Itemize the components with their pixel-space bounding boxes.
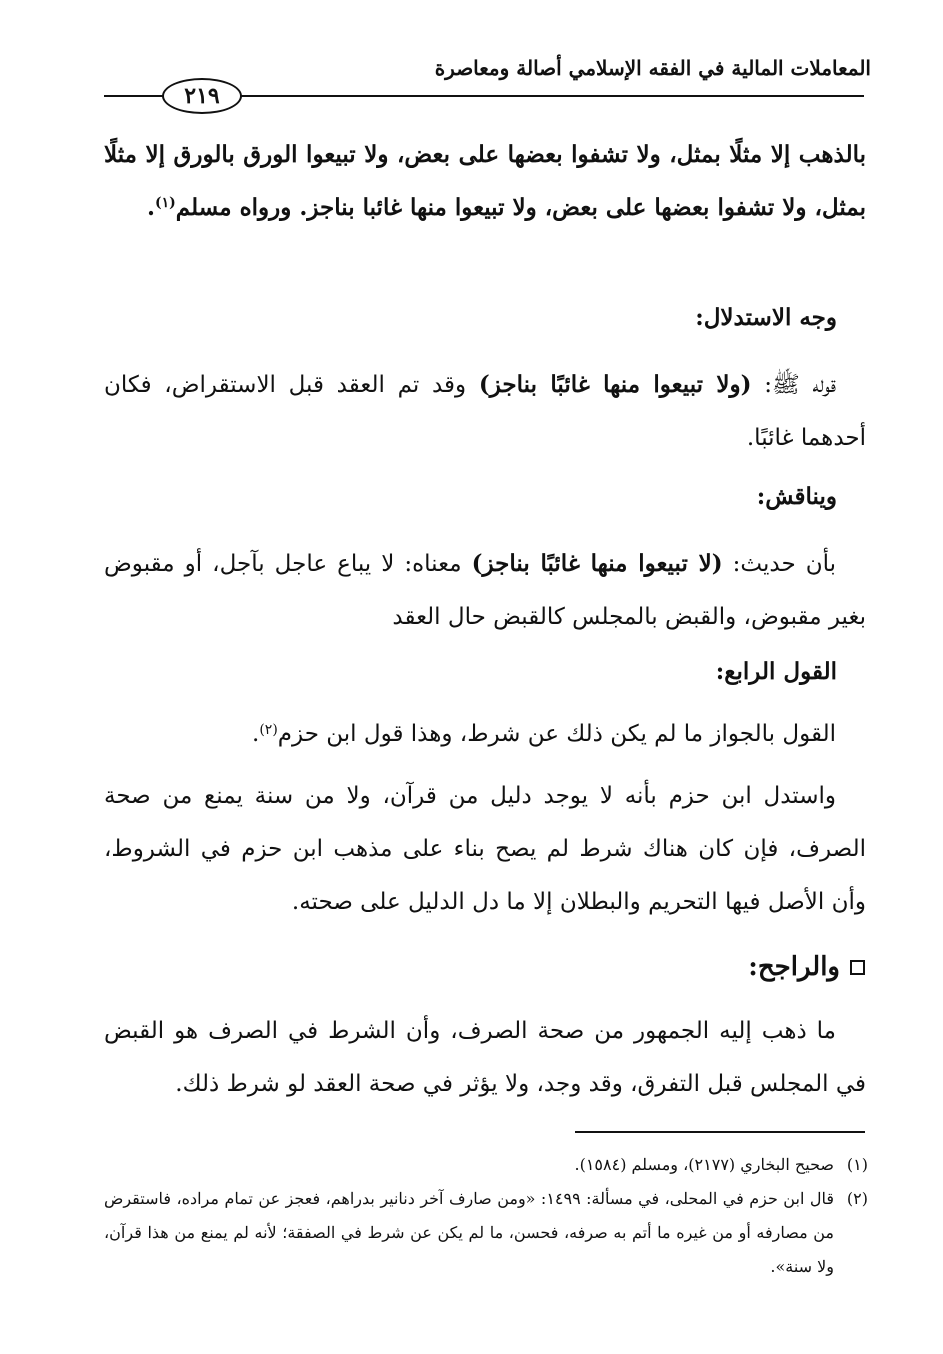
footnote-1-number: (١) <box>846 1155 868 1174</box>
hadith-paragraph <box>104 128 866 234</box>
footnotes <box>104 1148 868 1284</box>
page-number: ٢١٩ <box>162 78 242 114</box>
rajih-heading-row <box>748 952 865 982</box>
footnote-1-text: صحيح البخاري (٢١٧٧)، ومسلم (١٥٨٤). <box>574 1155 834 1174</box>
yunaqash-quote: (لا تبيعوا منها غائبًا بناجز) <box>471 550 723 577</box>
wajh-prefix: قوله ﷺ: <box>751 372 836 398</box>
footnote-1 <box>104 1148 868 1182</box>
running-title: المعاملات المالية في الفقه الإسلامي أصالة ومعاصرة <box>434 56 871 80</box>
rajih-paragraph: ما ذهب إليه الجمهور من صحة الصرف، وأن الشرط في الصرف هو القبض في المجلس قبل التفرق، وقد وجد، ولا يؤثر في صحة العقد لو شرط ذلك. <box>104 1018 866 1097</box>
square-bullet-icon <box>850 960 865 975</box>
footnote-rule <box>575 1131 865 1133</box>
wajh-quote: (ولا تبيعوا منها غائبًا بناجز) <box>478 371 752 398</box>
ibn-hazm-paragraph: واستدل ابن حزم بأنه لا يوجد دليل من قرآن، ولا من سنة يمنع من صحة الصرف، فإن كان هناك شرط لم يصح بناء على مذهب ابن حزم في الشروط، وأن الأصل فيها التحريم والبطلان إلا ما دل الدليل على صحته. <box>104 783 866 915</box>
yunaqash-heading: ويناقش: <box>756 483 837 510</box>
hadith-text: بالذهب إلا مثلًا بمثل، ولا تشفوا بعضها على بعض، ولا تبيعوا الورق بالورق إلا مثلًا بمثل، ولا تشفوا بعضها على بعض، ولا تبيعوا منها غائبا بناجز. ورواه مسلم <box>104 141 866 221</box>
rajih-heading: والراجح: <box>748 952 840 982</box>
wajh-rest: وقد تم العقد قبل الاستقراض، فكان أحدهما غائبًا. <box>104 372 866 451</box>
fourth-opinion-paragraph <box>104 708 866 761</box>
yunaqash-prefix: بأن حديث: <box>722 551 837 577</box>
yunaqash-rest: معناه: لا يباع عاجل بآجل، أو مقبوض بغير مقبوض، والقبض بالمجلس كالقبض حال العقد <box>104 551 866 630</box>
fourth-opinion-text: القول بالجواز ما لم يكن ذلك عن شرط، وهذا قول ابن حزم <box>277 721 836 747</box>
fourth-opinion-heading: القول الرابع: <box>715 658 837 685</box>
footnote-ref-2: (٢) <box>259 722 278 738</box>
footnote-2 <box>104 1182 868 1284</box>
footnote-2-number: (٢) <box>846 1189 868 1208</box>
wajh-paragraph <box>104 358 866 465</box>
fourth-opinion-end: . <box>252 721 260 747</box>
yunaqash-paragraph <box>104 537 866 644</box>
footnote-ref-1: (١) <box>155 195 176 211</box>
footnote-2-text: قال ابن حزم في المحلى، في مسألة: ١٤٩٩: «ومن صارف آخر دنانير بدراهم، فعجز عن تمام مراده، فاستقرض من مصارفه أو من غيره ما أتم به صرفه، فحسن، ما لم يكن عن شرط في الصفقة؛ لأنه لم يمنع من هذا قرآن، ولا سنة». <box>104 1189 834 1276</box>
wajh-heading: وجه الاستدلال: <box>695 304 837 331</box>
hadith-end: . <box>147 194 156 221</box>
